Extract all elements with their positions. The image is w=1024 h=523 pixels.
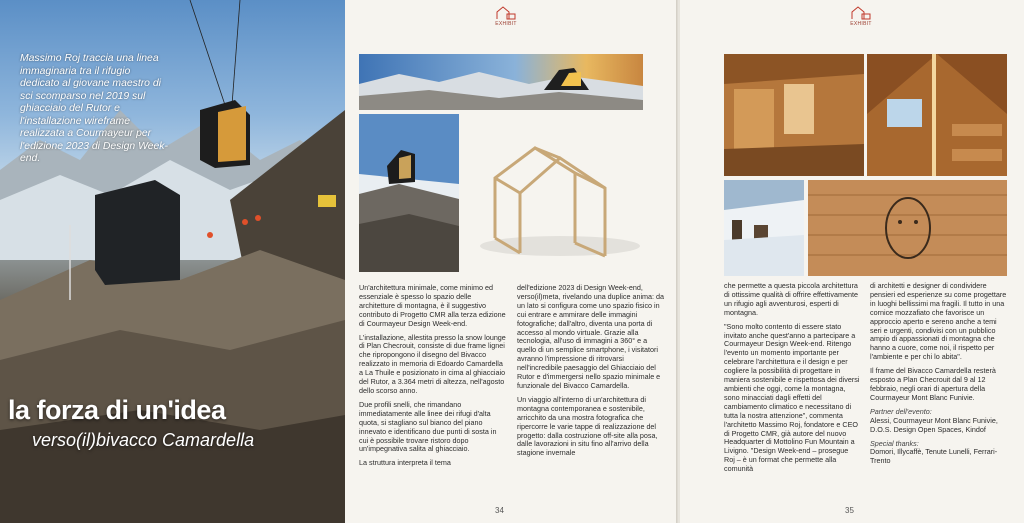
partners-list: Alessi, Courmayeur Mont Blanc Funivie, D.O.S. Design Open Spaces, Kindof [870,415,998,434]
cover-title: la forza di un'idea [8,395,226,425]
exhibit-header [850,6,872,27]
partners-heading: Partner dell'evento: [870,406,932,416]
article-column-1 [724,282,860,479]
page-35 [680,0,1024,523]
page-34 [345,0,678,523]
cover-intro-text: Massimo Roj traccia una linea immaginaria tra il rifugio dedicato al giovane maestro di sci scomparso nel 2019 sul ghiacciaio del Rutor e l'installazione wireframe realizzata a Courmayeur per l'edizione 2023 di Design Week-end. [20,53,168,164]
article-column-1 [359,284,507,473]
exhibit-logo-icon [850,6,872,20]
paragraph: Un viaggio all'interno di un'architettura di montagna contemporanea e sostenibile, arricchito da una mostra fotografica che ripercorre le varie tappe di realizzazione del progetto: dalla costruzione off-site alla posa, dalle lavorazioni in situ fino all'arrivo della stagione invernale [517,394,658,458]
interior-bunks-photo [867,54,1007,176]
exhibit-header [495,6,517,27]
paragraph: Il frame del Bivacco Camardella resterà esposto a Plan Checrouit dal 9 al 12 febbraio, negli orari di apertura della Courmayeur Mont Blanc Funivie. [870,366,996,402]
wireframe-installation-render [465,118,645,278]
winter-village-photo [724,180,804,276]
article-column-2 [870,282,1010,471]
thanks-heading: Special thanks: [870,438,919,448]
cover-subtitle: verso(il)bivacco Camardella [32,430,255,450]
paragraph: Un'architettura minimale, come minimo ed essenziale è spesso lo spazio delle architetture di montagna, è il suggestivo contributo di Progetto CMR alla terza edizione di Courmayeur Design Week-end. [359,283,506,328]
paragraph: dell'edizione 2023 di Design Week-end, verso(il)meta, rivelando una duplice anima: da un lato si configura come uno spazio fisico in cui entrare e ammirare delle immagini fotografiche; dall'altro, diventa una porta di accesso al mondo virtuale. Grazie alla tecnologia, all'uso di immagini a 360° e a quello di un semplice smartphone, i visitatori avranno l'impressione di ritrovarsi nell'incredibile paesaggio del Ghiacciaio del Rutor e d'immergersi nello spazio minimale e funzionale del Bivacco Camardella. [517,283,665,390]
paragraph: "Sono molto contento di essere stato invitato anche quest'anno a partecipare a Courmayeur Design Week-end. Ritengo l'evento un momento importante per celebrare l'architettura e il design e per cogliere la possibilità di progettare in maniera sostenibile e rispettosa dei diversi ambienti che oggi, come la montagna, sono minacciati dagli effetti del cambiamento climatico e necessitano di tutta la nostra attenzione", commenta l'architetto Massimo Roj, fondatore e CEO di Progetto CMR, già autore del nuovo Headquarter di Mottolino Fun Mountain a Livigno. "Design Week-end – prosegue Roj – è un format che permette alla comunità [724,321,860,474]
paragraph: che permette a questa piccola architettura di ottissime qualità di offrire effettivamente un rifugio agli avventurosi, esperti di montagna. [724,281,858,317]
paragraph: L'installazione, allestita presso la snow lounge di Plan Checrouit, consiste di due frame lignei che ripropongono il disegno del Bivacco realizzato in memoria di Edoardo Camardella a La Thuile e posizionato in cima al ghiacciaio del Rutor, a 3.364 metri di altezza, nell'agosto dello scorso anno. [359,332,506,395]
paragraph: Due profili snelli, che rimandano immediatamente alle linee dei rifugi d'alta quota, si stagliano sul bianco del piano innevato e identificano due punti di sosta in cui è possibile trovare ristoro dopo un'impegnativa salita al ghiacciaio. [359,399,497,454]
portrait-engraving-photo [808,180,1007,276]
interior-wood-photo [724,54,864,176]
bivouac-rock-photo [359,114,459,272]
cover-photo-page [0,0,345,523]
panorama-photo [359,54,643,110]
article-column-2 [517,284,665,463]
paragraph: di architetti e designer di condividere pensieri ed esperienze su come progettare in luoghi bellissimi ma fragili. Il tutto in una cornice mozzafiato che favorisce un approccio aperto e sereno anche a temi seri e urgenti, condivisi con un pubblico ampio di appassionati di montagna che hanno a cuore, come noi, il rispetto per l'ambiente e per chi lo abita". [870,281,1007,362]
page-number: 35 [845,506,854,515]
exhibit-label: EXHIBIT [495,21,517,27]
paragraph: La struttura interpreta il tema [359,458,451,468]
thanks-list: Domori, Illycaffè, Tenute Lunelli, Ferrari-Trento [870,447,998,466]
page-number: 34 [495,506,504,515]
exhibit-logo-icon [495,6,517,20]
exhibit-label: EXHIBIT [850,21,872,27]
